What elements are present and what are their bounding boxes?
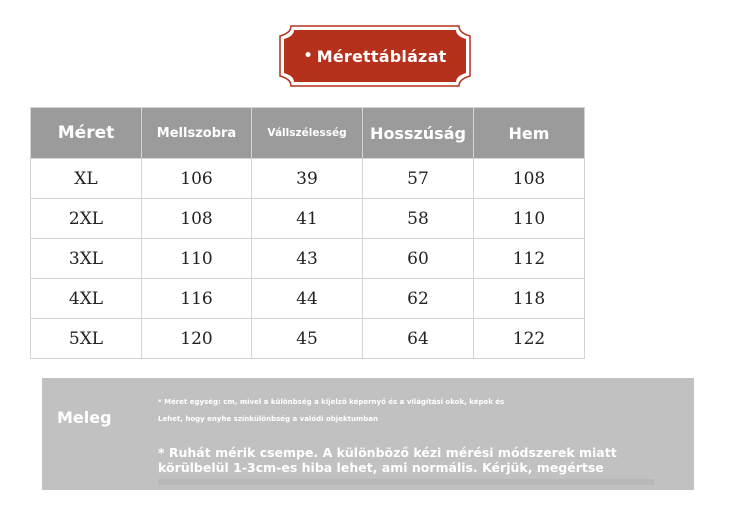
cell-shoulder: 41: [252, 199, 363, 239]
column-header-size: Méret: [31, 108, 142, 159]
table-row: [31, 239, 585, 279]
table-row: [31, 279, 585, 319]
notice-big-line: körülbelül 1-3cm-es hiba lehet, ami normális. Kérjük, megértse: [158, 460, 604, 475]
cell-bust: 106: [142, 159, 252, 199]
cell-hem: 112: [474, 239, 585, 279]
cell-length: 58: [363, 199, 474, 239]
cell-shoulder: 43: [252, 239, 363, 279]
notice-divider: [158, 479, 654, 485]
cell-length: 60: [363, 239, 474, 279]
cell-length: 57: [363, 159, 474, 199]
column-header-shoulder: Vállszélesség: [252, 108, 363, 159]
table-header-row: [31, 108, 585, 159]
title-bullet: •: [303, 48, 313, 64]
size-chart-title-badge: [279, 25, 471, 87]
table-row: [31, 199, 585, 239]
column-header-bust: Mellszobra: [142, 108, 252, 159]
cell-size: 3XL: [31, 239, 142, 279]
cell-bust: 110: [142, 239, 252, 279]
cell-bust: 108: [142, 199, 252, 239]
cell-hem: 108: [474, 159, 585, 199]
cell-size: XL: [31, 159, 142, 199]
size-table: [30, 107, 585, 359]
cell-shoulder: 39: [252, 159, 363, 199]
notice-small-line: Lehet, hogy enyhe színkülönbség a valódi objektumban: [158, 415, 378, 423]
notice-big-text: [158, 445, 678, 475]
table-row: [31, 319, 585, 359]
cell-size: 5XL: [31, 319, 142, 359]
column-header-hem: Hem: [474, 108, 585, 159]
cell-bust: 116: [142, 279, 252, 319]
cell-hem: 118: [474, 279, 585, 319]
notice-big-line: * Ruhát mérik csempe. A különböző kézi mérési módszerek miatt: [158, 445, 617, 460]
notice-small-text: [158, 394, 658, 428]
cell-bust: 120: [142, 319, 252, 359]
cell-length: 62: [363, 279, 474, 319]
page-title: [279, 25, 471, 87]
warm-notice-panel: [42, 378, 694, 490]
cell-size: 4XL: [31, 279, 142, 319]
table-row: [31, 159, 585, 199]
cell-size: 2XL: [31, 199, 142, 239]
cell-shoulder: 45: [252, 319, 363, 359]
cell-length: 64: [363, 319, 474, 359]
cell-hem: 110: [474, 199, 585, 239]
column-header-length: Hosszúság: [363, 108, 474, 159]
cell-hem: 122: [474, 319, 585, 359]
cell-shoulder: 44: [252, 279, 363, 319]
notice-small-line: * Méret egység: cm, mivel a különbség a kijelző képernyő és a világítási okok, képek és: [158, 398, 505, 406]
notice-label: Meleg: [57, 408, 112, 427]
title-label: Mérettáblázat: [316, 46, 447, 66]
